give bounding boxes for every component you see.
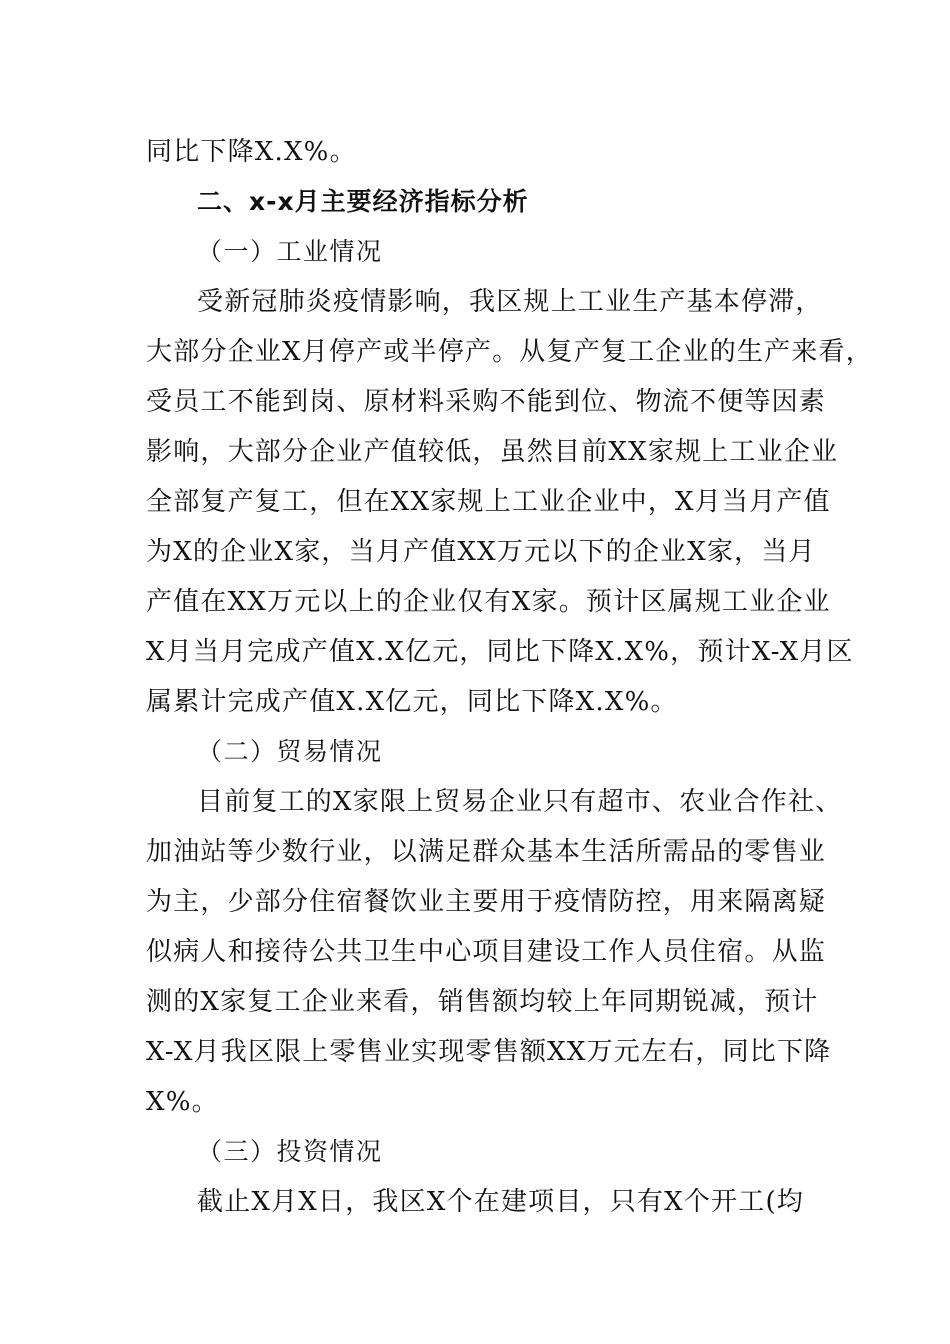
paragraph-line: 属累计完成产值X.X亿元，同比下降X.X%。	[146, 687, 678, 717]
paragraph-line: 受员工不能到岗、原材料采购不能到位、物流不便等因素	[146, 387, 827, 417]
paragraph-line: 似病人和接待公共卫生中心项目建设工作人员住宿。从监	[146, 937, 827, 967]
paragraph-line: 加油站等少数行业，以满足群众基本生活所需品的零售业	[146, 837, 827, 867]
paragraph-line: X-X月我区限上零售业实现零售额XX万元左右，同比下降	[146, 1037, 832, 1067]
paragraph-line: 测的X家复工企业来看，销售额均较上年同期锐减，预计	[146, 987, 819, 1017]
paragraph-line: X月当月完成产值X.X亿元，同比下降X.X%，预计X-X月区	[146, 637, 854, 667]
paragraph-line: 受新冠肺炎疫情影响，我区规上工业生产基本停滞，	[197, 287, 823, 317]
paragraph-line: 产值在XX万元以上的企业仅有X家。预计区属规工业企业	[146, 587, 831, 617]
paragraph-line: 大部分企业X月停产或半停产。从复产复工企业的生产来看，	[146, 337, 873, 367]
subsection-heading-industry: （一）工业情况	[197, 237, 383, 266]
subsection-heading-investment: （三）投资情况	[197, 1137, 383, 1166]
paragraph-line: 为主，少部分住宿餐饮业主要用于疫情防控，用来隔离疑	[146, 887, 827, 917]
paragraph-line: 截止X月X日，我区X个在建项目，只有X个开工(均	[197, 1187, 804, 1217]
subsection-heading-trade: （二）贸易情况	[197, 737, 383, 766]
paragraph-line: 目前复工的X家限上贸易企业只有超市、农业合作社、	[197, 787, 843, 817]
paragraph-line: 同比下降X.X%。	[146, 137, 357, 167]
paragraph-line: 全部复产复工，但在XX家规上工业企业中，X月当月产值	[146, 487, 831, 517]
paragraph-line: X%。	[146, 1087, 219, 1117]
section-heading-economic-analysis: 二、x-x月主要经济指标分析	[197, 187, 529, 216]
paragraph-line: 为X的企业X家，当月产值XX万元以下的企业X家，当月	[146, 537, 816, 567]
paragraph-line: 影响，大部分企业产值较低，虽然目前XX家规上工业企业	[146, 437, 839, 467]
